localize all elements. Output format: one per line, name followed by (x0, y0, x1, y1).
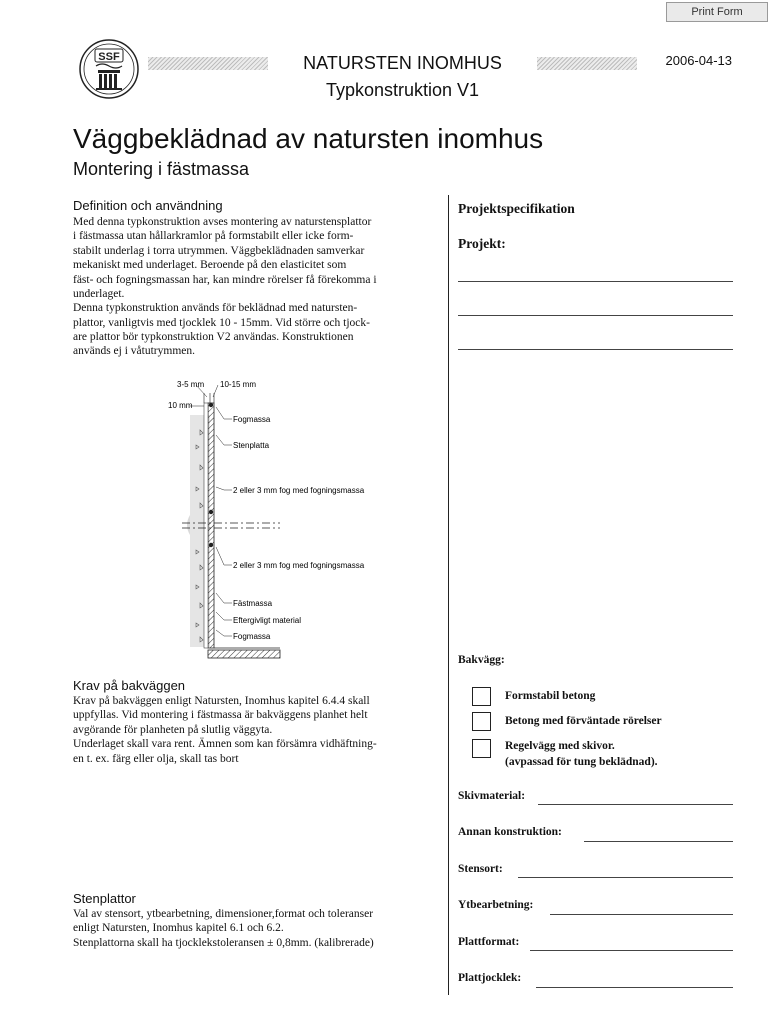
plattformat-label: Plattformat: (458, 936, 520, 948)
definition-body: Med denna typkonstruktion avses montering av naturstensplattor i fästmassa utan hållarkramlor på formstabilt eller icke form- stabilt underlag i torra utrymmen. Väggbeklädnaden samverkar mekaniskt med underlaget. Beroende på den elasticitet som fäst- och fogningsmassan har, kan mindre rörelser få förekomma i underlaget. Denna typkonstruktion används för beklädnad med natursten- plattor, vanligtvis med tjocklek 10 - 15mm. Vid större och tjock- are plattor bör typkonstruktion V2 användas. Konstruktionen används ej i våtutrymmen. (73, 216, 377, 358)
dim-platta-label: 10-15 mm (220, 380, 257, 389)
definition-heading: Definition och användning (73, 198, 223, 213)
print-form-button[interactable]: Print Form (666, 2, 768, 22)
dim-fog-label: 3-5 mm (177, 380, 205, 389)
header-hatch-right (537, 57, 637, 70)
plattjocklek-label: Plattjocklek: (458, 972, 522, 984)
dim-10-label: 10 mm (168, 401, 193, 410)
ytbearbetning-field[interactable] (550, 914, 733, 915)
construction-diagram (160, 375, 450, 665)
stensort-label: Stensort: (458, 863, 503, 875)
stensort-field[interactable] (518, 877, 733, 878)
projekt-line-2[interactable] (458, 315, 733, 316)
stenplattor-body: Val av stensort, ytbearbetning, dimensioner,format och toleranser enligt Natursten, Inomhus kapitel 6.1 och 6.2. Stenplattorna skall ha tjocklekstoleransen ± 0,8mm. (kalibrerade) (73, 908, 374, 949)
projekt-line-1[interactable] (458, 281, 733, 282)
ytbearbetning-label: Ytbearbetning: (458, 899, 534, 911)
logo-text: SSF (98, 51, 120, 63)
skivmaterial-label: Skivmaterial: (458, 790, 526, 802)
annan-konstruktion-field[interactable] (584, 841, 733, 842)
projekt-spec-heading: Projektspecifikation (458, 201, 575, 216)
krav-heading: Krav på bakväggen (73, 678, 186, 693)
krav-body: Krav på bakväggen enligt Natursten, Inomhus kapitel 6.4.4 skall uppfyllas. Vid montering i fästmassa är bakväggens planhet helt avgörande för planheten på slutlig väggyta. Underlaget skall vara rent. Ämnen som kan försämra vidhäftning- en t. ex. färg eller olja, skall tas bort (73, 695, 377, 765)
checkbox-betong-rorelser[interactable] (472, 712, 491, 731)
column-divider (448, 195, 449, 995)
page-subtitle: Montering i fästmassa (73, 159, 250, 179)
plattjocklek-field[interactable] (536, 987, 733, 988)
ssf-logo (78, 38, 140, 100)
checkbox-regelvagg[interactable] (472, 739, 491, 758)
floor (208, 650, 280, 658)
label-eftergivligt: Eftergivligt material (233, 616, 302, 625)
header-subtitle: Typkonstruktion V1 (325, 80, 480, 100)
label-fogmassa-bottom: Fogmassa (233, 632, 271, 641)
label-fog-2: 2 eller 3 mm fog med fogningsmassa (233, 561, 365, 570)
checkbox-formstabil-label: Formstabil betong (505, 690, 596, 702)
label-stenplatta: Stenplatta (233, 441, 270, 450)
header-hatch-left (148, 57, 268, 70)
checkbox-formstabil[interactable] (472, 687, 491, 706)
skivmaterial-field[interactable] (538, 804, 733, 805)
header-date: 2006-04-13 (665, 53, 732, 68)
header-title: NATURSTEN INOMHUS (303, 53, 502, 73)
page-title: Väggbeklädnad av natursten inomhus (73, 123, 544, 154)
bakvagg-label: Bakvägg: (458, 654, 505, 666)
stone-slab (208, 403, 214, 648)
projekt-label: Projekt: (458, 236, 506, 251)
label-fog-1: 2 eller 3 mm fog med fogningsmassa (233, 486, 365, 495)
checkbox-betong-rorelser-label: Betong med förväntade rörelser (505, 715, 662, 727)
projekt-line-3[interactable] (458, 349, 733, 350)
checkbox-regelvagg-label: Regelvägg med skivor. (avpassad för tung beklädnad). (505, 740, 658, 768)
stenplattor-heading: Stenplattor (73, 891, 136, 906)
label-fogmassa-top: Fogmassa (233, 415, 271, 424)
plattformat-field[interactable] (530, 950, 733, 951)
label-fastmassa: Fästmassa (233, 599, 273, 608)
annan-konstruktion-label: Annan konstruktion: (458, 826, 562, 838)
adhesive-layer (204, 403, 208, 648)
